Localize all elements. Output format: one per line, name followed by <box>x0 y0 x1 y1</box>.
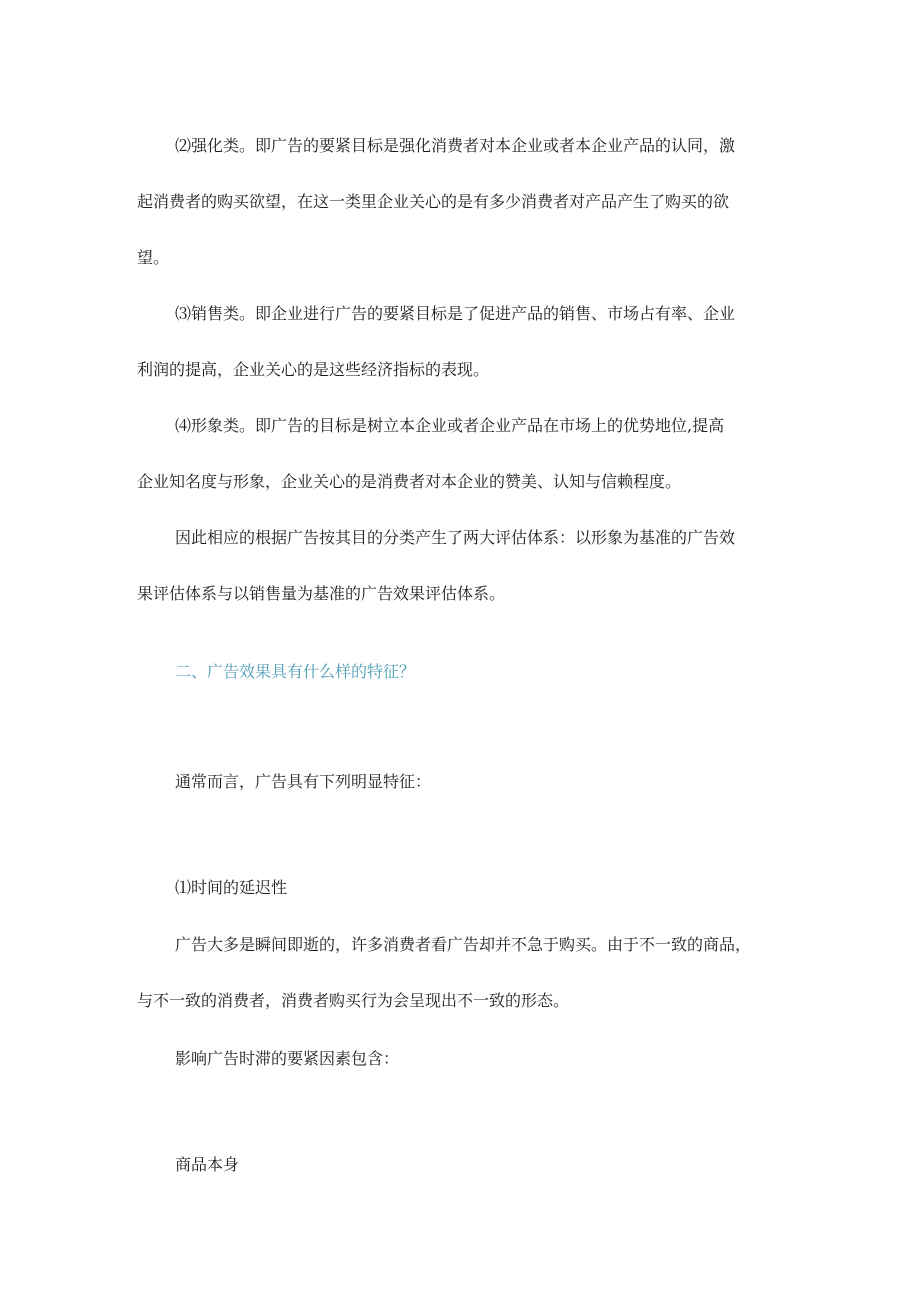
para-sales-line-2: 利润的提高，企业关心的是这些经济指标的表现。 <box>137 360 490 379</box>
para-evaluation-line-1: 因此相应的根据广告按其目的分类产生了两大评估体系：以形象为基准的广告效 <box>175 528 736 547</box>
feature-title: ⑴时间的延迟性 <box>175 878 288 897</box>
section-heading: 二、广告效果具有什么样的特征？ <box>175 662 416 681</box>
para-reinforce-line-1: ⑵强化类。即广告的要紧目标是强化消费者对本企业或者本企业产品的认同，激 <box>175 136 736 155</box>
para-image-line-1: ⑷形象类。即广告的目标是树立本企业或者企业产品在市场上的优势地位,提高 <box>175 416 725 435</box>
factor-item: 商品本身 <box>175 1155 240 1174</box>
factors-intro: 影响广告时滞的要紧因素包含： <box>175 1049 400 1068</box>
para-reinforce-line-2: 起消费者的购买欲望，在这一类里企业关心的是有多少消费者对产品产生了购买的欲 <box>137 192 730 211</box>
para-evaluation-line-2: 果评估体系与以销售量为基准的广告效果评估体系。 <box>137 584 506 603</box>
para-reinforce-line-3: 望。 <box>137 248 170 267</box>
intro-text: 通常而言，广告具有下列明显特征： <box>175 772 432 791</box>
feature-body-line-2: 与不一致的消费者，消费者购买行为会呈现出不一致的形态。 <box>137 991 570 1010</box>
para-sales-line-1: ⑶销售类。即企业进行广告的要紧目标是了促进产品的销售、市场占有率、企业 <box>175 304 736 323</box>
feature-body-line-1: 广告大多是瞬间即逝的，许多消费者看广告却并不急于购买。由于不一致的商品， <box>175 935 752 954</box>
para-image-line-2: 企业知名度与形象，企业关心的是消费者对本企业的赞美、认知与信赖程度。 <box>137 472 682 491</box>
